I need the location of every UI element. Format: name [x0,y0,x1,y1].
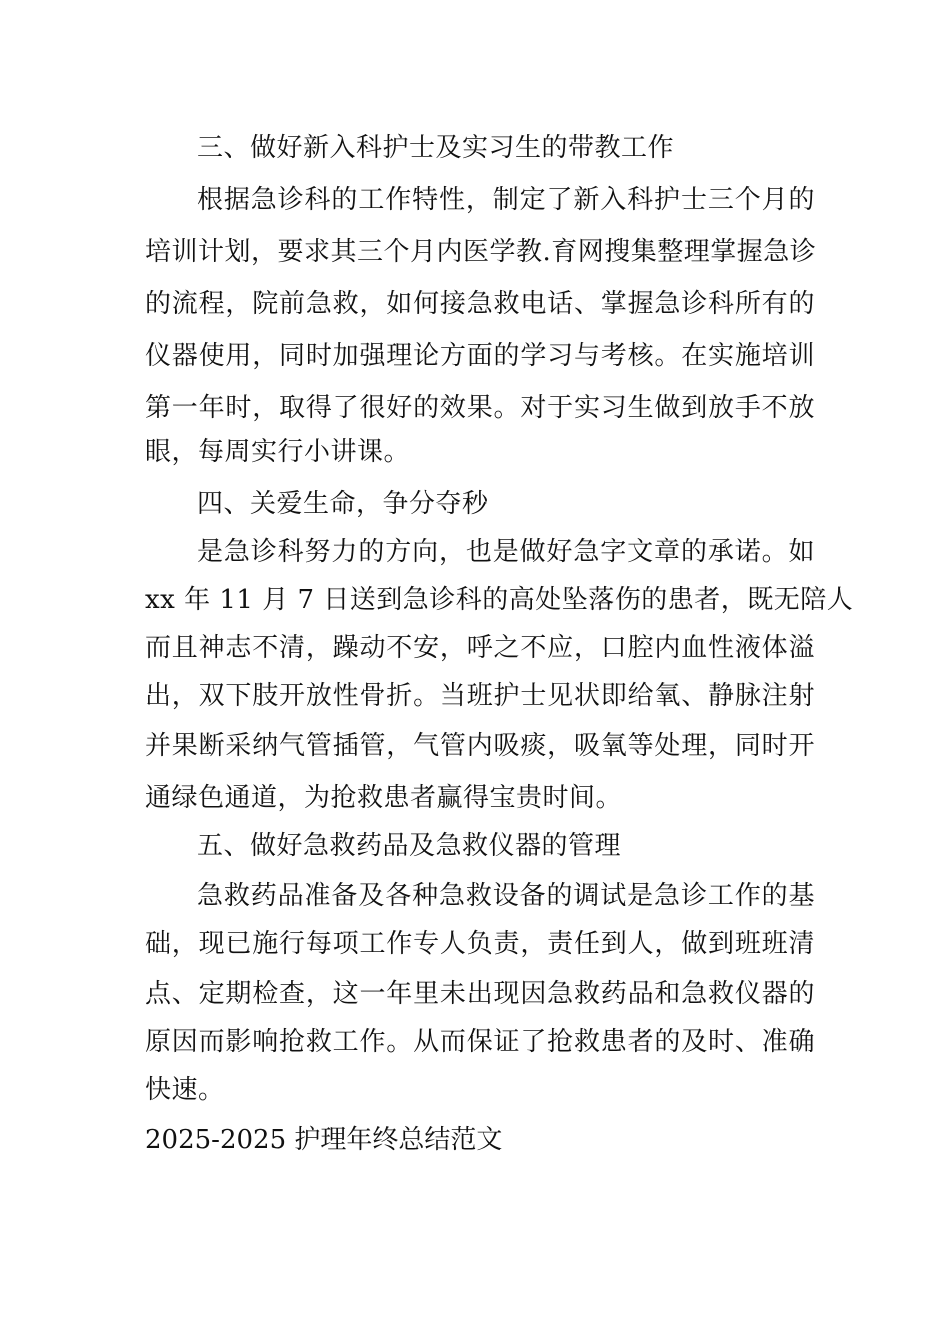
paragraph-line: 而且神志不清，躁动不安，呼之不应，口腔内血性液体溢 [145,633,815,663]
section-heading: 三、做好新入科护士及实习生的带教工作 [197,133,675,163]
paragraph-line: 出，双下肢开放性骨折。当班护士见状即给氧、静脉注射 [145,681,815,711]
paragraph-line: 仪器使用，同时加强理论方面的学习与考核。在实施培训 [145,341,815,371]
paragraph-line: 点、定期检查，这一年里未出现因急救药品和急救仪器的 [145,979,815,1009]
paragraph-line: 根据急诊科的工作特性，制定了新入科护士三个月的 [197,185,815,215]
paragraph-line: 急救药品准备及各种急救设备的调试是急诊工作的基 [197,881,815,911]
paragraph-line: 并果断采纳气管插管，气管内吸痰，吸氧等处理，同时开 [145,731,815,761]
paragraph-line: 的流程，院前急救，如何接急救电话、掌握急诊科所有的 [145,289,815,319]
next-document-title: 2025-2025 护理年终总结范文 [145,1125,503,1155]
paragraph-line: 础，现已施行每项工作专人负责，责任到人，做到班班清 [145,929,815,959]
paragraph-line: 培训计划，要求其三个月内医学教.育网搜集整理掌握急诊 [145,237,817,267]
paragraph-line: 是急诊科努力的方向，也是做好急字文章的承诺。如 [197,537,815,567]
paragraph-line: 快速。 [145,1075,225,1105]
paragraph-line: 通绿色通道，为抢救患者赢得宝贵时间。 [145,783,623,813]
paragraph-line: 原因而影响抢救工作。从而保证了抢救患者的及时、准确 [145,1027,815,1057]
section-heading: 五、做好急救药品及急救仪器的管理 [197,831,622,861]
paragraph-line: 眼，每周实行小讲课。 [145,437,411,467]
paragraph-line: 第一年时，取得了很好的效果。对于实习生做到放手不放 [145,393,815,423]
section-heading: 四、关爱生命，争分夺秒 [197,489,489,519]
paragraph-line: xx 年 11 月 7 日送到急诊科的高处坠落伤的患者，既无陪人 [145,585,854,615]
